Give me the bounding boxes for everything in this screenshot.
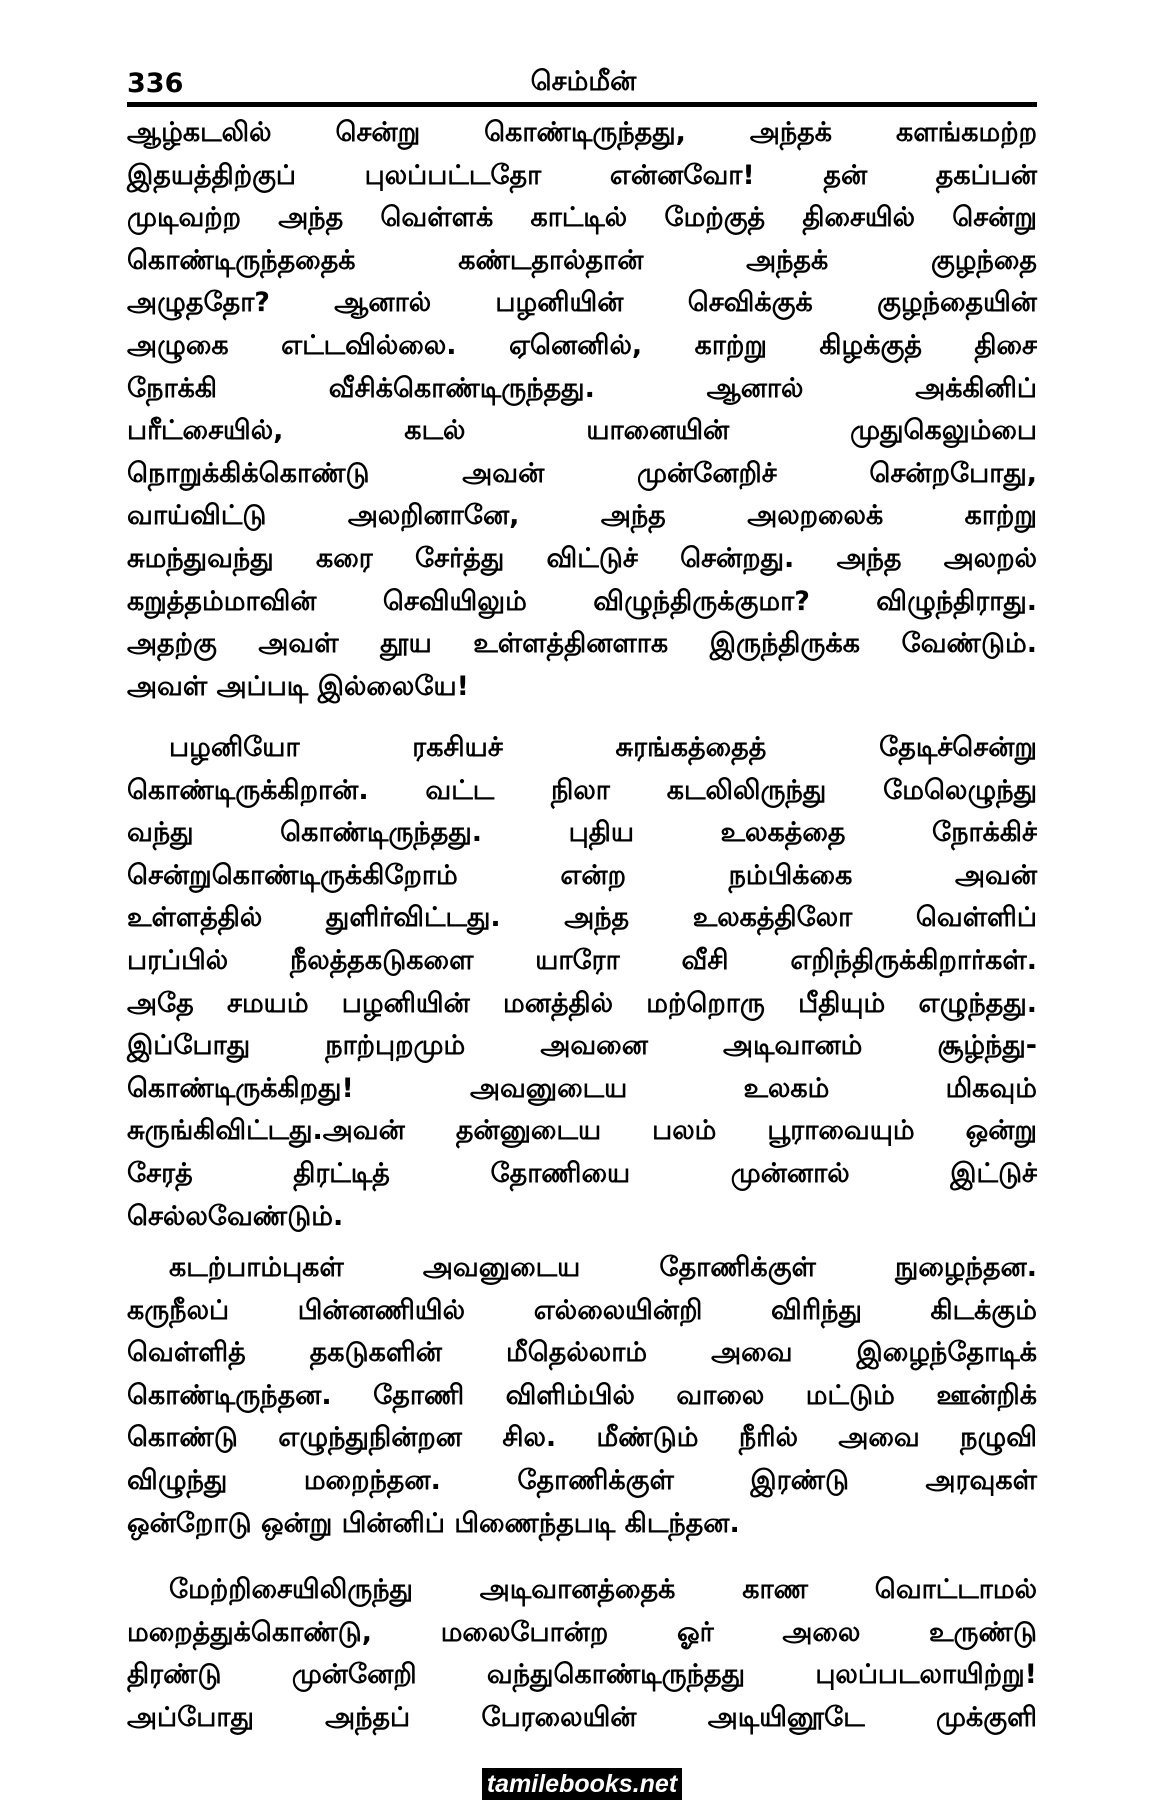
- paragraph-2: [127, 727, 1037, 1238]
- text-line: சேரத் திரட்டித் தோணியை முன்னால் இட்டுச்: [127, 1157, 1037, 1189]
- text-line: விழுந்து மறைந்தன. தோணிக்குள் இரண்டு அரவுகள்: [127, 1464, 1037, 1496]
- watermark: tamilebooks.net: [482, 1768, 682, 1800]
- text-line: பழனியோ ரகசியச் சுரங்கத்தைத் தேடிச்சென்று: [169, 732, 1037, 763]
- paragraph-1: [127, 112, 1037, 708]
- text-line: நோக்கி வீசிக்கொண்டிருந்தது. ஆனால் அக்கினிப்: [127, 372, 1037, 404]
- text-line: வெள்ளித் தகடுகளின் மீதெல்லாம் அவை இழைந்தோடிக்: [127, 1337, 1037, 1369]
- paragraph-3: [127, 1247, 1037, 1545]
- text-line: இப்போது நாற்புறமும் அவனை அடிவானம் சூழ்ந்து-: [127, 1030, 1037, 1062]
- text-line: பரீட்சையில், கடல் யானையின் முதுகெலும்பை: [127, 415, 1037, 447]
- text-line: அதே சமயம் பழனியின் மனத்தில் மற்றொரு பீதியும் எழுந்தது.: [127, 987, 1037, 1019]
- text-line: முடிவற்ற அந்த வெள்ளக் காட்டில் மேற்குத் திசையில் சென்று: [127, 202, 1037, 234]
- text-line: கொண்டு எழுந்துநின்றன சில. மீண்டும் நீரில் அவை நழுவி: [127, 1422, 1037, 1454]
- text-line: இதயத்திற்குப் புலப்பட்டதோ என்னவோ! தன் தகப்பன்: [127, 159, 1037, 191]
- header-rule: [127, 102, 1037, 107]
- text-line: பரப்பில் நீலத்தகடுகளை யாரோ வீசி எறிந்திருக்கிறார்கள்.: [127, 944, 1037, 976]
- text-line: கொண்டிருக்கிறான். வட்ட நிலா கடலிலிருந்து மேலெழுந்து: [127, 774, 1037, 806]
- text-line: கொண்டிருக்கிறது! அவனுடைய உலகம் மிகவும்: [127, 1072, 1037, 1104]
- text-line: வாய்விட்டு அலறினானே, அந்த அலறலைக் காற்று: [127, 500, 1037, 532]
- text-line: அப்போது அந்தப் பேரலையின் அடியினூடே முக்குளி: [127, 1701, 1037, 1733]
- text-line: கறுத்தம்மாவின் செவியிலும் விழுந்திருக்குமா? விழுந்திராது.: [127, 585, 1037, 617]
- running-title: செம்மீன்: [530, 66, 637, 97]
- page-number: 336: [127, 68, 184, 99]
- text-line: அழுததோ? ஆனால் பழனியின் செவிக்குக் குழந்தையின்: [127, 287, 1037, 319]
- text-line: உள்ளத்தில் துளிர்விட்டது. அந்த உலகத்திலோ வெள்ளிப்: [127, 902, 1037, 934]
- text-line: மறைத்துக்கொண்டு, மலைபோன்ற ஓர் அலை உருண்டு: [127, 1616, 1037, 1648]
- text-line: கடற்பாம்புகள் அவனுடைய தோணிக்குள் நுழைந்தன.: [169, 1252, 1037, 1283]
- text-line: அதற்கு அவள் தூய உள்ளத்தினளாக இருந்திருக்க வேண்டும்.: [127, 628, 1037, 660]
- paragraph-4: [127, 1569, 1037, 1739]
- text-line: கொண்டிருந்ததைக் கண்டதால்தான் அந்தக் குழந்தை: [127, 244, 1037, 276]
- text-line: கொண்டிருந்தன. தோணி விளிம்பில் வாலை மட்டும் ஊன்றிக்: [127, 1379, 1037, 1411]
- text-line: வந்து கொண்டிருந்தது. புதிய உலகத்தை நோக்கிச்: [127, 817, 1037, 849]
- text-line: சுமந்துவந்து கரை சேர்த்து விட்டுச் சென்றது. அந்த அலறல்: [127, 542, 1037, 574]
- text-line: கருநீலப் பின்னணியில் எல்லையின்றி விரிந்து கிடக்கும்: [127, 1294, 1037, 1326]
- text-line: சுருங்கிவிட்டது.அவன் தன்னுடைய பலம் பூராவையும் ஒன்று: [127, 1115, 1037, 1147]
- text-line: ஒன்றோடு ஒன்று பின்னிப் பிணைந்தபடி கிடந்தன.: [127, 1507, 740, 1539]
- text-line: சென்றுகொண்டிருக்கிறோம் என்ற நம்பிக்கை அவன்: [127, 859, 1037, 891]
- text-line: செல்லவேண்டும்.: [127, 1200, 344, 1232]
- text-line: அழுகை எட்டவில்லை. ஏனெனில், காற்று கிழக்குத் திசை: [127, 329, 1037, 361]
- text-line: மேற்றிசையிலிருந்து அடிவானத்தைக் காண வொட்டாமல்: [169, 1574, 1037, 1605]
- text-line: ஆழ்கடலில் சென்று கொண்டிருந்தது, அந்தக் களங்கமற்ற: [127, 117, 1037, 148]
- text-line: திரண்டு முன்னேறி வந்துகொண்டிருந்தது புலப்படலாயிற்று!: [127, 1659, 1037, 1691]
- text-line: நொறுக்கிக்கொண்டு அவன் முன்னேறிச் சென்றபோது,: [127, 457, 1037, 489]
- text-line: அவள் அப்படி இல்லையே!: [127, 670, 469, 702]
